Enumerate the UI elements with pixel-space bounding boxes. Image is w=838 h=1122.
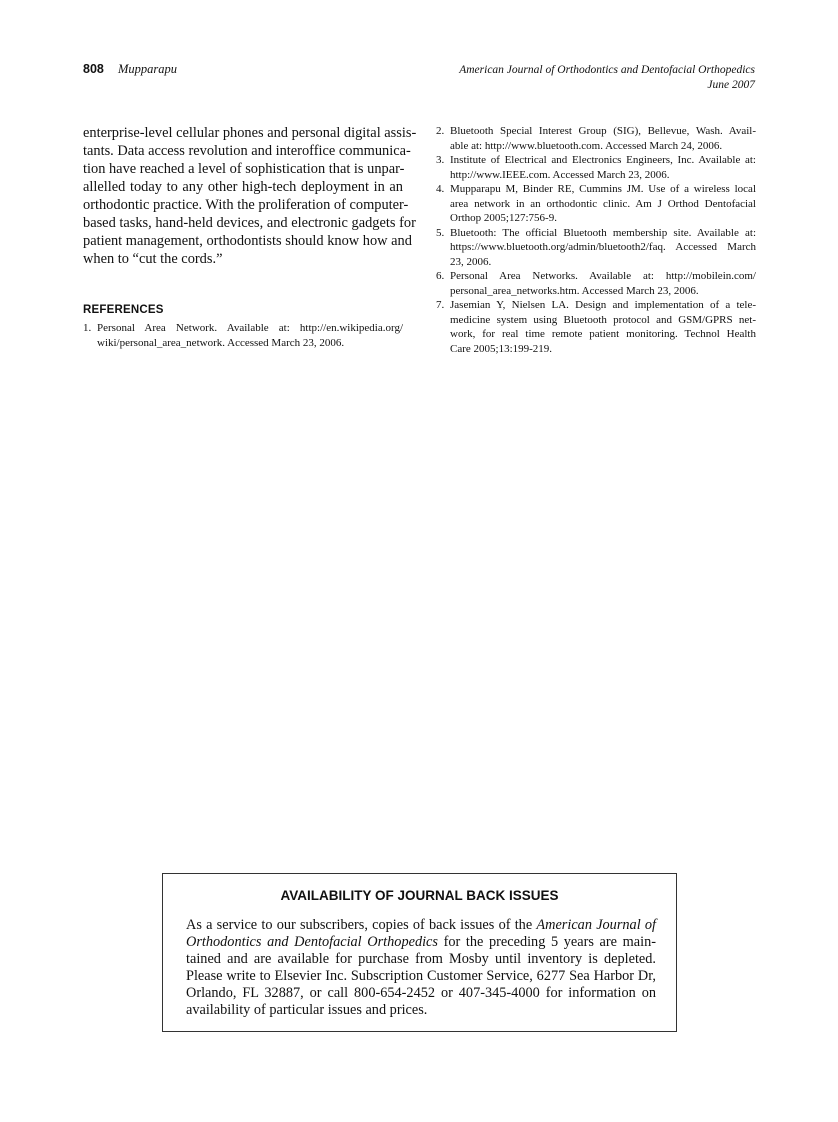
notice-text: American Journal of xyxy=(536,917,657,933)
reference-line: Jasemian Y, Nielsen LA. Design and implementation of a tele- xyxy=(450,299,756,311)
notice-text: availability of particular issues and prices. xyxy=(186,1002,428,1018)
reference-number: 5. xyxy=(436,226,445,239)
notice-text: Please write to Elsevier Inc. Subscription Customer Service, 6277 Sea Harbor Dr, xyxy=(186,968,656,984)
body-line: patient management, orthodontists should know how and xyxy=(83,233,412,249)
reference-line: personal_area_networks.htm. Accessed March 23, 2006. xyxy=(450,284,699,297)
body-line: based tasks, hand-held devices, and electronic gadgets for xyxy=(83,215,416,231)
notice-line xyxy=(186,985,656,1002)
notice-text: As a service to our subscribers, copies of back issues of the xyxy=(186,917,537,933)
reference-line: https://www.bluetooth.org/admin/bluetooth2/faq. Accessed March xyxy=(450,241,756,253)
body-text xyxy=(83,124,417,268)
references-heading: REFERENCES xyxy=(83,304,164,316)
notice-text: for the preceding 5 years are main- xyxy=(437,934,656,950)
reference-line: Personal Area Network. Available at: http://en.wikipedia.org/ xyxy=(97,322,403,334)
reference-item xyxy=(436,153,756,182)
reference-line: Personal Area Networks. Available at: http://mobilein.com/ xyxy=(450,270,756,282)
reference-number: 6. xyxy=(436,270,445,282)
reference-number: 4. xyxy=(436,183,445,195)
back-issues-notice xyxy=(162,873,677,1032)
reference-line: Bluetooth: The official Bluetooth membership site. Available at: xyxy=(450,226,756,239)
body-line: when to “cut the cords.” xyxy=(83,251,223,267)
page-number: 808 xyxy=(83,62,104,76)
reference-item xyxy=(436,269,756,298)
body-line: tion have reached a level of sophistication that is unpar- xyxy=(83,161,405,177)
notice-text: Orlando, FL 32887, or call 800-654-2452 or 407-345-4000 for information on xyxy=(186,985,656,1001)
reference-line: Orthop 2005;127:756-9. xyxy=(450,212,557,224)
notice-line xyxy=(186,1002,656,1019)
body-line: allelled today to any other high-tech deployment in an xyxy=(83,179,403,195)
reference-number: 7. xyxy=(436,299,445,311)
notice-title: AVAILABILITY OF JOURNAL BACK ISSUES xyxy=(280,888,559,903)
reference-line: Bluetooth Special Interest Group (SIG), Bellevue, Wash. Avail- xyxy=(450,125,756,137)
notice-line xyxy=(186,968,656,985)
reference-line: http://www.IEEE.com. Accessed March 23, 2006. xyxy=(450,168,670,181)
reference-line: 23, 2006. xyxy=(450,255,492,268)
references-list-right xyxy=(436,124,756,356)
notice-text: Orthodontics and Dentofacial Orthopedics xyxy=(186,934,438,950)
notice-body xyxy=(186,917,656,1019)
running-journal-header xyxy=(459,63,755,92)
running-author: Mupparapu xyxy=(118,62,178,76)
issue-date: June 2007 xyxy=(707,78,755,91)
notice-line xyxy=(186,917,656,934)
reference-number: 3. xyxy=(436,154,445,166)
reference-line: able at: http://www.bluetooth.com. Accessed March 24, 2006. xyxy=(450,139,723,152)
body-line: enterprise-level cellular phones and personal digital assis- xyxy=(83,125,417,141)
reference-item xyxy=(436,298,756,356)
notice-text: tained and are available for purchase from Mosby until inventory is depleted. xyxy=(186,951,656,967)
body-line: orthodontic practice. With the proliferation of computer- xyxy=(83,197,409,213)
reference-item xyxy=(436,124,756,153)
notice-line xyxy=(186,951,656,968)
reference-line: medicine system using Bluetooth protocol and GSM/GPRS net- xyxy=(450,313,756,326)
reference-number: 2. xyxy=(436,125,445,137)
reference-line: Institute of Electrical and Electronics Engineers, Inc. Available at: xyxy=(450,154,756,166)
references-list-left xyxy=(83,321,403,350)
journal-title: American Journal of Orthodontics and Dentofacial Orthopedics xyxy=(459,64,755,76)
reference-item xyxy=(436,226,756,270)
reference-line: Care 2005;13:199-219. xyxy=(450,342,553,355)
reference-number: 1. xyxy=(83,322,92,334)
reference-line: wiki/personal_area_network. Accessed March 23, 2006. xyxy=(97,336,345,349)
notice-line xyxy=(186,934,656,951)
reference-line: area network in an orthodontic clinic. Am J Orthod Dentofacial xyxy=(450,197,756,210)
reference-line: Mupparapu M, Binder RE, Cummins JM. Use of a wireless local xyxy=(450,183,756,195)
body-line: tants. Data access revolution and interoffice communica- xyxy=(83,143,411,159)
reference-item xyxy=(436,182,756,226)
reference-line: work, for real time remote patient monitoring. Technol Health xyxy=(450,328,756,340)
reference-item xyxy=(83,321,403,350)
